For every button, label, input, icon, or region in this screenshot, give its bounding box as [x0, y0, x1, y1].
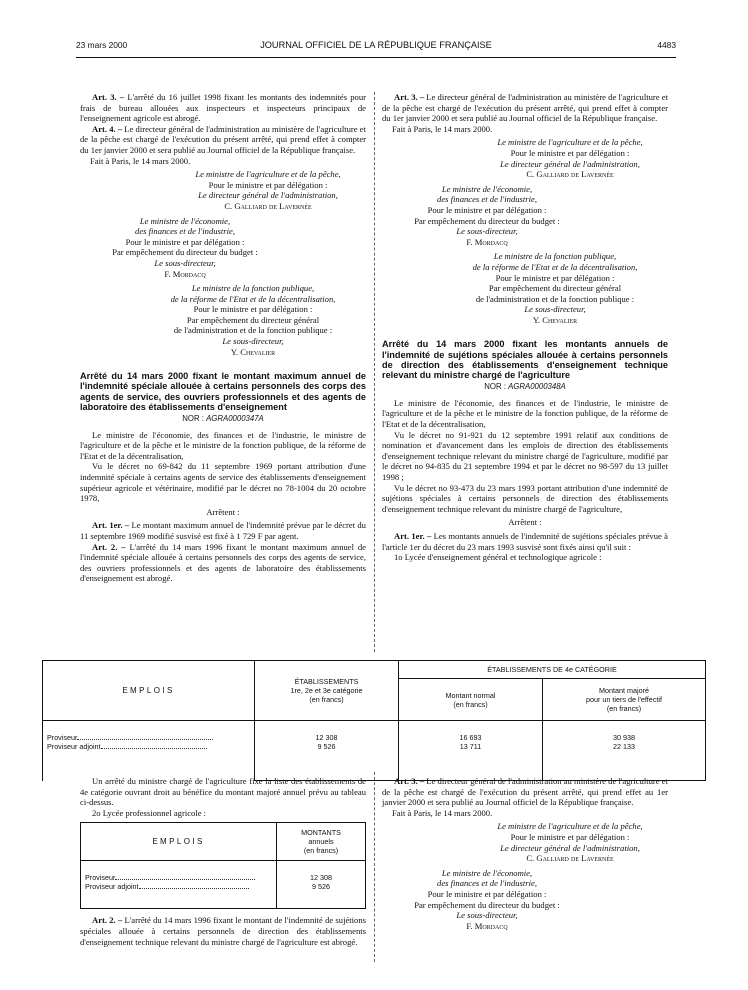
table-col-majore: 30 938 22 133 — [543, 721, 706, 781]
left-art4: Art. 4. – Le directeur général de l'administration au ministère de l'agriculture et de la pêche est chargé de l'exécution du présent arrêté, qui prend effet à compter du 1er janvier 2000 et sera publié au Journal officiel de la République française. — [80, 123, 366, 155]
bottom-left-note: Un arrêté du ministre chargé de l'agriculture fixe la liste des établissements de 4e catégorie ouvrant droit au bénéfice du montant majoré annuel prévu au tableau ci-dessus. — [80, 776, 366, 808]
bottom-right-art3: Art. 3. – Le directeur général de l'administration au ministère de l'agriculture et de la pêche est chargé de l'exécution du présent arrêté, qui prend effet au 1er janvier 2000 et sera publié au Journal officiel de la République française. — [382, 776, 668, 808]
table-header-majore: Montant majoré pour un tiers de l'effectif (en francs) — [543, 679, 706, 721]
table-col-normal: 16 693 13 711 — [399, 721, 543, 781]
table-row — [81, 861, 366, 909]
table2-header-emplois: EMPLOIS — [81, 823, 277, 861]
left-preamble: Le ministre de l'économie, des finances et de l'industrie, le ministre de l'agriculture et de la pêche et le ministre de la fonction publique, de la réforme de l'Etat et de la décentralisation, — [80, 429, 366, 461]
left-signature-1: Le ministre de l'agriculture et de la pêche, Pour le ministre et par délégation : Le directeur général de l'administration, C. Galliard de Lavernée — [195, 169, 341, 211]
right-lycee-1: 1o Lycée d'enseignement général et technologique agricole : — [394, 552, 602, 563]
right-column — [382, 92, 668, 563]
left-art1: Art. 1er. – Le montant maximum annuel de l'indemnité prévue par le décret du 11 septembre 1969 modifié susvisé est fixé à 1 729 F par agent. — [80, 520, 366, 541]
table-header-normal: Montant normal (en francs) — [399, 679, 543, 721]
right-signature-1: Le ministre de l'agriculture et de la pêche, Pour le ministre et par délégation : Le directeur général de l'administration, C. Galliard de Lavernée — [497, 137, 643, 180]
right-vu-1: Vu le décret no 91-921 du 12 septembre 1991 relatif aux conditions de nomination et d'avancement dans les emplois de direction des établissements d'enseignement technique relevant du ministre chargé de l'agriculture, modifié par le décret no 94-835 du 21 septembre 1994 et par le décret no 98-597 du 13 juillet 1998 ; — [382, 429, 668, 483]
left-fait: Fait à Paris, le 14 mars 2000. — [90, 155, 191, 166]
right-art1: Art. 1er. – Les montants annuels de l'indemnité de sujétions spéciales prévue à l'article 1er du décret du 23 mars 1993 susvisé sont fixés ainsi qu'il suit : — [382, 531, 668, 552]
bottom-right-signature-1: Le ministre de l'agriculture et de la pêche, Pour le ministre et par délégation : Le directeur général de l'administration, C. Galliard de Lavernée — [497, 821, 643, 864]
bottom-left-lycee-2: 2o Lycée professionnel agricole : — [92, 807, 207, 818]
left-decree-title: Arrêté du 14 mars 2000 fixant le montant maximum annuel de l'indemnité spéciale allouée à certains personnels des corps des agents de service, des ouvriers professionnels et des agents de laboratoire des établissements d'enseignement — [80, 371, 366, 412]
journal-title: JOURNAL OFFICIEL DE LA RÉPUBLIQUE FRANÇAISE — [260, 40, 492, 50]
right-signature-3: Le ministre de la fonction publique, de la réforme de l'Etat et de la décentralisation, Pour le ministre et par délégation : Par empêchement du directeur général de l'administration et de la fonction publique : Le sous-directeur, Y. Chevalier — [472, 251, 638, 325]
left-vu: Vu le décret no 69-842 du 11 septembre 1969 portant attribution d'une indemnité spéciale à certains agents de service des établissements d'enseignement supérieur agricole et vétérinaire, modifié par le décret no 78-1004 du 20 octobre 1978, — [80, 461, 366, 504]
left-arretent: Arrêtent : — [206, 506, 240, 517]
right-preamble: Le ministre de l'économie, des finances et de l'industrie, le ministre de l'agriculture et de la pêche et le ministre de la fonction publique, de la réforme de l'Etat et de la décentralisation, — [382, 397, 668, 430]
bottom-right-signature-2: Le ministre de l'économie, des finances et de l'industrie, Pour le ministre et par délégation : Par empêchement du directeur du budget : Le sous-directeur, F. Mordacq — [414, 867, 560, 931]
table2-header-montants: MONTANTS annuels (en francs) — [277, 823, 366, 861]
left-column — [80, 92, 366, 584]
table2-row-labels: Proviseur Proviseur adjoint — [81, 861, 277, 909]
right-fait: Fait à Paris, le 14 mars 2000. — [392, 123, 493, 134]
page-number: 4483 — [657, 40, 676, 50]
right-signature-2: Le ministre de l'économie, des finances et de l'industrie, Pour le ministre et par délégation : Par empêchement du directeur du budget : Le sous-directeur, F. Mordacq — [414, 183, 560, 247]
left-signature-2: Le ministre de l'économie, des finances et de l'industrie, Pour le ministre et par délégation : Par empêchement du directeur du budget : Le sous-directeur, F. Mordacq — [112, 215, 258, 279]
page-header — [76, 40, 676, 54]
bottom-left-column — [80, 776, 366, 947]
left-art3: Art. 3. – L'arrêté du 16 juillet 1998 fixant les montants des indemnités pour frais de bureau allouées aux inspecteurs et inspecteurs principaux de l'enseignement agricole est abrogé. — [80, 92, 366, 124]
column-divider — [374, 92, 375, 652]
right-art3: Art. 3. – Le directeur général de l'administration au ministère de l'agriculture et de la pêche est chargé de l'exécution du présent arrêté, qui prend effet à compter du 1er janvier 2000 et sera publié au Journal officiel de la République française. — [382, 92, 668, 124]
column-divider-bottom — [374, 772, 375, 962]
header-rule — [76, 57, 676, 58]
table-row-labels: Proviseur Proviseur adjoint — [43, 721, 255, 781]
table-header-etablissements: ÉTABLISSEMENTS 1re, 2e et 3e catégorie (en francs) — [255, 661, 399, 721]
left-nor: NOR : AGRA0000347A — [182, 414, 264, 424]
right-arretent: Arrêtent : — [508, 517, 542, 528]
bottom-right-column — [382, 776, 668, 931]
left-art2: Art. 2. – L'arrêté du 14 mars 1996 fixant le montant maximum annuel de l'indemnité spéciale allouée à certains personnels des corps des agents de service, des ouvriers professionnels et des agents de laboratoire des établissements d'enseignement est abrogé. — [80, 541, 366, 584]
bottom-right-fait: Fait à Paris, le 14 mars 2000. — [392, 807, 493, 818]
header-date: 23 mars 2000 — [76, 40, 128, 50]
table-row — [43, 721, 706, 781]
right-decree-title: Arrêté du 14 mars 2000 fixant les montants annuels de l'indemnité de sujétions spéciales allouée à certains personnels de direction des établissements d'enseignement technique relevant du ministre chargé de l'agriculture — [382, 339, 668, 381]
bottom-left-art2: Art. 2. – L'arrêté du 14 mars 1996 fixant le montant de l'indemnité de sujétions spéciales allouée à certains personnels de direction des établissements d'enseignement technique relevant du ministre chargé de l'agriculture est abrogé. — [80, 915, 366, 947]
allowance-table-general — [42, 660, 706, 781]
right-vu-2: Vu le décret no 93-473 du 23 mars 1993 portant attribution d'une indemnité de sujétions spéciales à certains personnels de direction des établissements d'enseignement technique relevant du ministre chargé de l'agriculture, — [382, 482, 668, 514]
left-signature-3: Le ministre de la fonction publique, de la réforme de l'Etat et de la décentralisation, Pour le ministre et par délégation : Par empêchement du directeur général de l'administration et de la fonction publique : Le sous-directeur, Y. Chevalier — [170, 283, 336, 357]
table2-col-values: 12 308 9 526 — [277, 861, 366, 909]
allowance-table-professionnel — [80, 822, 366, 909]
table-header-emplois: EMPLOIS — [43, 661, 255, 721]
table-header-4e-categorie: ÉTABLISSEMENTS DE 4e CATÉGORIE — [399, 661, 706, 679]
table-col-etab: 12 308 9 526 — [255, 721, 399, 781]
right-nor: NOR : AGRA0000348A — [484, 382, 566, 392]
